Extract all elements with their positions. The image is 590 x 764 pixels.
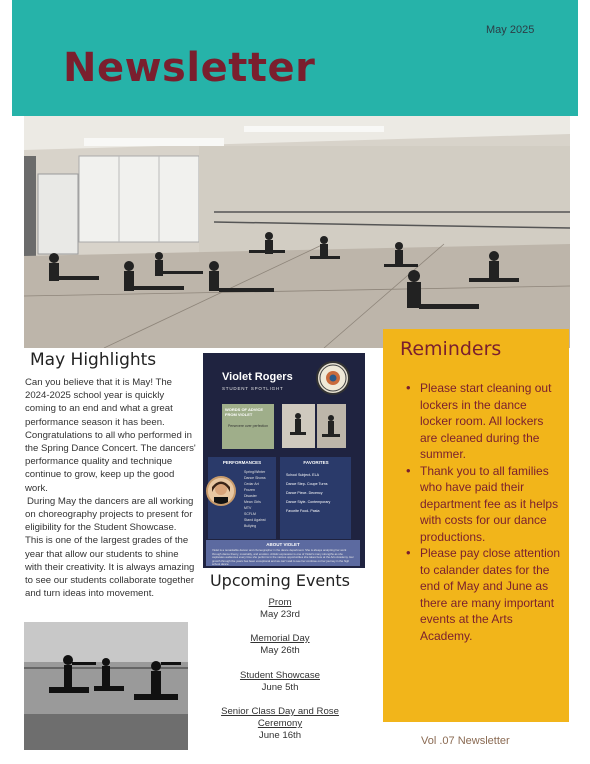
hero-photo — [24, 116, 570, 348]
performance-item: Cedar Art — [244, 482, 259, 486]
advice-text: Persevere over perfection — [227, 424, 269, 428]
event-name[interactable]: Student Showcase — [239, 670, 320, 681]
page-title: Newsletter — [63, 45, 316, 91]
dance-studio-image — [24, 116, 570, 348]
advice-box — [222, 404, 274, 449]
event-item — [203, 670, 357, 694]
highlights-paragraph: During May the dancers are all working on choreography projects to present for eligibility for the Student Showcase. This is one of the largest grades of the year that allow our students to shine with their creativity. It is always amazing to see our students collaborate together and turn ideas into movement. — [25, 495, 195, 600]
event-date: May 23rd — [260, 609, 300, 620]
event-item — [203, 706, 357, 742]
spotlight-subtitle: STUDENT SPOTLIGHT — [222, 386, 284, 391]
event-name[interactable]: Memorial Day — [250, 633, 310, 644]
spotlight-photo — [282, 404, 315, 448]
favorites-box — [280, 457, 351, 539]
event-date: June 16th — [258, 730, 302, 741]
reminder-item: • Please start cleaning out lockers in the dance locker room. All lockers are cleaned during the summer. — [405, 380, 561, 463]
dancers-photo — [24, 622, 188, 750]
favorites-list — [286, 471, 330, 516]
favorite-item: Dance Step- Coupe Turns — [286, 482, 328, 486]
event-name[interactable]: Senior Class Day and Rose Ceremony — [221, 706, 339, 729]
reminders-list — [405, 380, 561, 644]
favorites-heading: FAVORITES — [303, 460, 329, 465]
avatar — [206, 476, 236, 506]
spotlight-photo — [317, 404, 346, 448]
school-seal-icon — [316, 361, 350, 395]
performance-item: Stand Against Bullying — [244, 518, 266, 528]
reminder-item: • Thank you to all families who have paid their department fee as it helps with costs for our dance productions. — [405, 463, 561, 546]
performance-item: Spring/Winter Dance Shows — [244, 470, 266, 480]
favorite-item: Dance Piece- Decency — [286, 491, 323, 495]
performance-item: MTV — [244, 506, 252, 510]
student-spotlight-card — [203, 353, 365, 568]
reminder-item: • Please pay close attention to calander dates for the end of May and June as there are many important events at the Arts Academy. — [405, 545, 561, 644]
performance-item: SCFLM — [244, 512, 256, 516]
event-name[interactable]: Prom — [268, 597, 292, 608]
advice-heading: WORDS OF ADVICE FROM VIOLET — [225, 407, 264, 417]
event-date: June 5th — [261, 682, 299, 693]
performances-list — [244, 469, 276, 529]
performance-item: Frozen — [244, 488, 255, 492]
reminders-heading: Reminders — [400, 338, 502, 360]
spotlight-name: Violet Rogers — [222, 371, 293, 383]
issue-date: May 2025 — [486, 24, 535, 36]
events-heading: Upcoming Events — [209, 571, 351, 590]
performances-heading: PERFORMANCES — [222, 460, 262, 465]
volume-label: Vol .07 Newsletter — [421, 735, 510, 747]
favorite-item: Dance Style- Contemporary — [286, 500, 331, 504]
favorite-item: Favorite Food- Pasta — [286, 509, 320, 513]
about-heading: ABOUT VIOLET — [266, 542, 300, 547]
about-text: Violet is a remarkable dancer and choreographer in the dance department. She is always analyzing her work through dance theory, musicality, and emotion. Artistic expression is one of Violet's many strengths as she captivates audiences every time she performs in the various opportunities she takes here at the Arts Academy. Her growth through the years has been exceptional and we can't wait to see her continue on her journey in the high school dance. — [212, 548, 354, 567]
event-item — [203, 597, 357, 621]
event-date: May 26th — [260, 645, 300, 656]
event-item — [203, 633, 357, 657]
dancers-bw-image — [24, 622, 188, 750]
about-box — [206, 540, 360, 566]
highlights-paragraph: Can you believe that it is May! The 2024-2025 school year is quickly coming to an end and what a great performance season it has been. Congratulations to all who performed in the Spring Dance Concert. The dancers' performance quality and technique continue to grow, keep up the good work. — [25, 377, 196, 494]
highlights-body — [25, 376, 197, 600]
reminders-box — [383, 329, 569, 722]
favorite-item: School Subject- ELA — [286, 473, 319, 477]
header-banner — [12, 0, 578, 116]
highlights-heading: May Highlights — [30, 350, 157, 370]
performance-item: Mean Girls — [244, 500, 261, 504]
performance-item: Disaster — [244, 494, 257, 498]
